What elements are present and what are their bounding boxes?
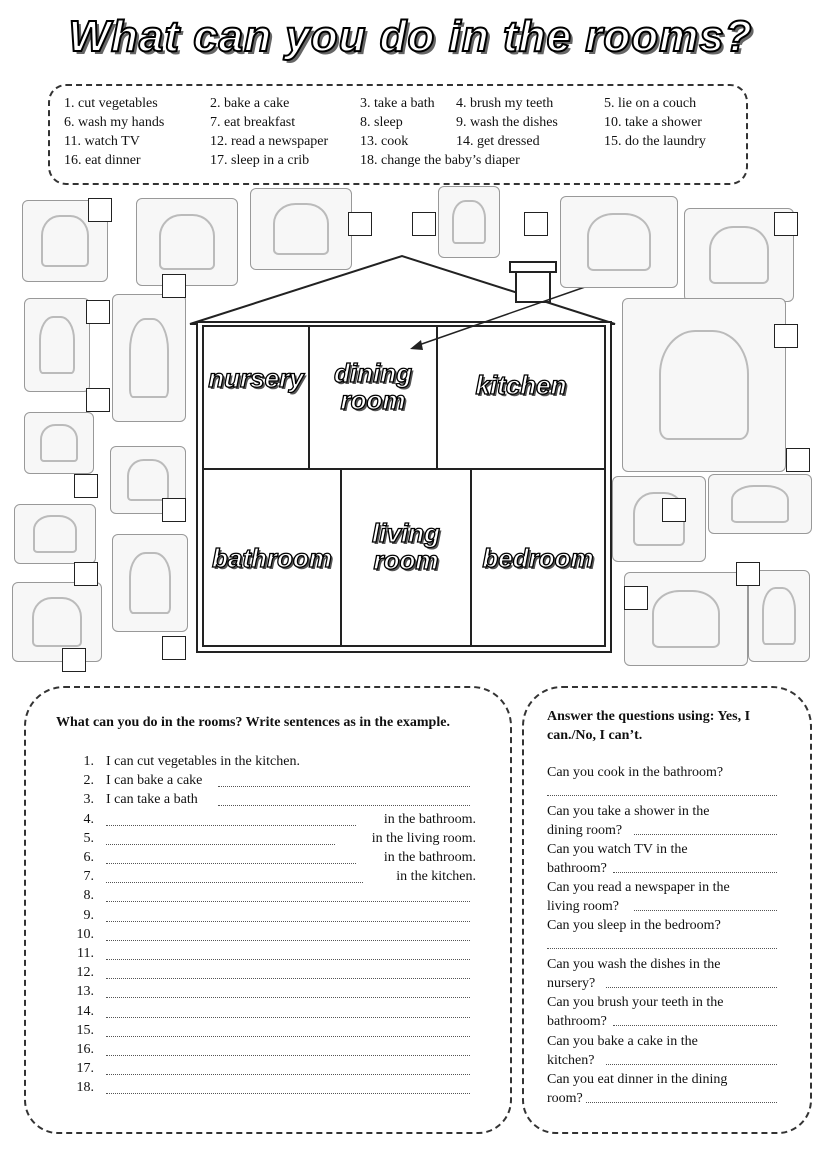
question-text-continued: bathroom? bbox=[547, 1014, 607, 1029]
question-text: Can you wash the dishes in the bbox=[547, 957, 721, 972]
vocabulary-text: take a shower bbox=[625, 115, 702, 130]
exercise-number: 14. bbox=[76, 1003, 94, 1019]
vocabulary-number: 12. bbox=[210, 134, 228, 149]
exercise-line bbox=[56, 771, 476, 790]
exercise-line bbox=[56, 1002, 476, 1021]
exercise-line bbox=[56, 810, 476, 829]
answer-line[interactable] bbox=[613, 872, 777, 873]
question-text-continued: room? bbox=[547, 1091, 583, 1106]
vocabulary-text: wash the dishes bbox=[470, 115, 558, 130]
exercise-number: 8. bbox=[83, 888, 94, 904]
cook-picture bbox=[438, 186, 500, 258]
answer-line[interactable] bbox=[106, 844, 335, 845]
vocabulary-number: 9. bbox=[456, 115, 467, 130]
vocabulary-number: 2. bbox=[210, 96, 221, 111]
vocabulary-text: do the laundry bbox=[625, 134, 706, 149]
questions-instruction: Answer the questions using: Yes, I can./No, I can’t. bbox=[547, 709, 751, 743]
checkbox[interactable] bbox=[412, 212, 436, 236]
checkbox[interactable] bbox=[162, 274, 186, 298]
answer-line[interactable] bbox=[106, 997, 470, 998]
vocabulary-text: eat dinner bbox=[85, 153, 141, 168]
answer-line[interactable] bbox=[218, 805, 470, 806]
exercise-line bbox=[56, 906, 476, 925]
answer-line[interactable] bbox=[106, 825, 356, 826]
vocabulary-number: 1. bbox=[64, 96, 75, 111]
exercise-line bbox=[56, 867, 476, 886]
room-label: kitchen bbox=[475, 370, 567, 400]
exercise-number: 18. bbox=[76, 1080, 94, 1096]
checkbox[interactable] bbox=[736, 562, 760, 586]
question-text: Can you eat dinner in the dining bbox=[547, 1072, 728, 1087]
answer-line[interactable] bbox=[606, 987, 777, 988]
checkbox[interactable] bbox=[624, 586, 648, 610]
chimney-stack bbox=[516, 272, 550, 302]
take-bath-picture bbox=[12, 582, 102, 662]
vocabulary-number: 10. bbox=[604, 115, 622, 130]
chimney bbox=[510, 262, 556, 272]
checkbox[interactable] bbox=[86, 388, 110, 412]
answer-line[interactable] bbox=[106, 901, 470, 902]
question-text: Can you sleep in the bedroom? bbox=[547, 918, 721, 933]
change-diaper-picture bbox=[612, 476, 706, 562]
checkbox[interactable] bbox=[86, 300, 110, 324]
question-item bbox=[547, 993, 787, 1031]
vocabulary-number: 6. bbox=[64, 115, 75, 130]
answer-line[interactable] bbox=[106, 1074, 470, 1075]
checkbox[interactable] bbox=[774, 212, 798, 236]
read-newspaper-picture bbox=[24, 298, 90, 392]
question-text-continued: nursery? bbox=[547, 976, 596, 991]
lie-on-couch-picture bbox=[708, 474, 812, 534]
question-text: Can you read a newspaper in the bbox=[547, 880, 730, 895]
checkbox[interactable] bbox=[524, 212, 548, 236]
checkbox[interactable] bbox=[88, 198, 112, 222]
answer-line[interactable] bbox=[547, 948, 777, 949]
exercise-line bbox=[56, 1040, 476, 1059]
checkbox[interactable] bbox=[662, 498, 686, 522]
checkbox[interactable] bbox=[162, 498, 186, 522]
exercise-number: 16. bbox=[76, 1042, 94, 1057]
question-text: Can you cook in the bathroom? bbox=[547, 765, 724, 780]
vocabulary-number: 4. bbox=[456, 96, 467, 111]
answer-line[interactable] bbox=[218, 786, 470, 787]
exercise-number: 3. bbox=[83, 792, 94, 808]
exercise-line bbox=[56, 829, 476, 848]
question-item bbox=[547, 1032, 787, 1070]
answer-line[interactable] bbox=[586, 1102, 778, 1103]
vocabulary-text: sleep in a crib bbox=[231, 153, 310, 168]
exercise-number: 4. bbox=[83, 811, 94, 827]
exercise-ending-text: in the bathroom. bbox=[383, 850, 476, 865]
exercise-number: 6. bbox=[83, 850, 94, 865]
exercise-line bbox=[56, 848, 476, 867]
exercise-line bbox=[56, 963, 476, 982]
checkbox[interactable] bbox=[774, 324, 798, 348]
breakfast-family-picture bbox=[622, 298, 786, 472]
checkbox[interactable] bbox=[162, 636, 186, 660]
exercise-number: 12. bbox=[76, 965, 94, 981]
brush-teeth-picture bbox=[112, 534, 188, 632]
vocabulary-text: take a bath bbox=[374, 96, 435, 111]
checkbox[interactable] bbox=[348, 212, 372, 236]
room-label: living room bbox=[372, 518, 440, 576]
vocabulary-text: get dressed bbox=[477, 134, 540, 149]
exercise-line bbox=[56, 886, 476, 905]
room-label: bedroom bbox=[482, 543, 594, 573]
exercise-number: 10. bbox=[76, 926, 94, 942]
exercise-ending-text: in the living room. bbox=[371, 830, 476, 846]
answer-line[interactable] bbox=[613, 1025, 777, 1026]
vocabulary-text: sleep bbox=[374, 115, 403, 130]
exercise-number: 2. bbox=[83, 773, 94, 789]
cut-vegetables-picture bbox=[250, 188, 352, 270]
answer-line[interactable] bbox=[106, 1093, 470, 1094]
answer-line[interactable] bbox=[547, 795, 777, 796]
vocabulary-text: watch TV bbox=[84, 134, 140, 149]
answer-line[interactable] bbox=[106, 1036, 470, 1037]
exercise-example-text: I can bake a cake bbox=[106, 773, 203, 789]
exercise-number: 9. bbox=[83, 907, 94, 923]
vocabulary-text: change the baby’s diaper bbox=[381, 153, 520, 168]
exercise-example-text: I can take a bath bbox=[106, 792, 198, 808]
page-title: What can you do in the rooms? bbox=[68, 12, 753, 61]
answer-line[interactable] bbox=[106, 882, 363, 883]
vocabulary-text: bake a cake bbox=[224, 96, 290, 111]
answer-line[interactable] bbox=[106, 1017, 470, 1018]
question-item bbox=[547, 1070, 787, 1108]
exercise-ending-text: in the kitchen. bbox=[396, 869, 476, 885]
vocabulary-number: 17. bbox=[210, 153, 228, 168]
exercise-line bbox=[56, 925, 476, 944]
exercise-number: 15. bbox=[76, 1022, 94, 1038]
exercise-line bbox=[56, 752, 476, 771]
question-item bbox=[547, 955, 787, 993]
question-item bbox=[547, 878, 787, 916]
vocabulary-text: eat breakfast bbox=[224, 115, 296, 130]
wash-hands-picture bbox=[14, 504, 96, 564]
answer-line[interactable] bbox=[606, 1064, 777, 1065]
answer-line[interactable] bbox=[106, 959, 470, 960]
room-label: bathroom bbox=[212, 543, 332, 573]
question-text: Can you take a shower in the bbox=[547, 804, 710, 819]
answer-line[interactable] bbox=[106, 978, 470, 979]
eat-dinner-picture bbox=[560, 196, 678, 288]
checkbox[interactable] bbox=[74, 562, 98, 586]
exercise-number: 5. bbox=[83, 830, 94, 846]
get-dressed-picture bbox=[112, 294, 186, 422]
question-item bbox=[547, 763, 787, 801]
exercise-line bbox=[56, 790, 476, 809]
vocabulary-text: brush my teeth bbox=[470, 96, 554, 111]
answer-line[interactable] bbox=[634, 910, 777, 911]
vocabulary-number: 5. bbox=[604, 96, 615, 111]
checkbox[interactable] bbox=[74, 474, 98, 498]
question-text-continued: living room? bbox=[547, 899, 619, 914]
vocabulary-number: 14. bbox=[456, 134, 474, 149]
question-text: Can you watch TV in the bbox=[547, 842, 688, 857]
exercise-line bbox=[56, 1059, 476, 1078]
vocabulary-number: 7. bbox=[210, 115, 221, 130]
answer-line[interactable] bbox=[634, 834, 777, 835]
vocabulary-text: wash my hands bbox=[78, 115, 165, 130]
checkbox[interactable] bbox=[62, 648, 86, 672]
vocabulary-number: 16. bbox=[64, 153, 82, 168]
exercise-line bbox=[56, 944, 476, 963]
exercise-line bbox=[56, 1021, 476, 1040]
exercise-number: 17. bbox=[76, 1061, 94, 1077]
question-text: Can you brush your teeth in the bbox=[547, 995, 724, 1010]
vocabulary-number: 15. bbox=[604, 134, 622, 149]
vocabulary-number: 11. bbox=[64, 134, 81, 149]
answer-line[interactable] bbox=[106, 940, 470, 941]
vocabulary-text: cut vegetables bbox=[78, 96, 158, 111]
vocabulary-number: 3. bbox=[360, 96, 371, 111]
checkbox[interactable] bbox=[786, 448, 810, 472]
vocabulary-number: 8. bbox=[360, 115, 371, 130]
vocabulary-text: lie on a couch bbox=[618, 96, 697, 111]
question-item bbox=[547, 802, 787, 840]
question-text-continued: kitchen? bbox=[547, 1053, 595, 1068]
exercise-number: 1. bbox=[83, 754, 94, 769]
answer-line[interactable] bbox=[106, 863, 356, 864]
watch-tv-picture bbox=[136, 198, 238, 286]
exercise-example-text: I can cut vegetables in the kitchen. bbox=[106, 754, 300, 769]
exercise-number: 13. bbox=[76, 984, 94, 1000]
vocabulary-text: read a newspaper bbox=[231, 134, 329, 149]
vocabulary-number: 13. bbox=[360, 134, 378, 149]
question-text-continued: bathroom? bbox=[547, 861, 607, 876]
bake-cake-picture bbox=[24, 412, 94, 474]
exercise-line bbox=[56, 982, 476, 1001]
exercise-ending-text: in the bathroom. bbox=[383, 811, 476, 827]
exercise-number: 7. bbox=[83, 869, 94, 885]
vocabulary-number: 18. bbox=[360, 153, 378, 168]
question-text-continued: dining room? bbox=[547, 823, 623, 838]
answer-line[interactable] bbox=[106, 921, 470, 922]
room-label: nursery bbox=[208, 363, 304, 393]
exercise-line bbox=[56, 1078, 476, 1097]
exercise-number: 11. bbox=[77, 946, 94, 961]
question-item bbox=[547, 916, 787, 954]
sentences-instruction: What can you do in the rooms? Write sentences as in the example. bbox=[56, 715, 450, 730]
question-text: Can you bake a cake in the bbox=[547, 1034, 698, 1049]
vocabulary-text: cook bbox=[381, 134, 409, 149]
room-label: dining room bbox=[334, 358, 412, 416]
question-item bbox=[547, 840, 787, 878]
answer-line[interactable] bbox=[106, 1055, 470, 1056]
